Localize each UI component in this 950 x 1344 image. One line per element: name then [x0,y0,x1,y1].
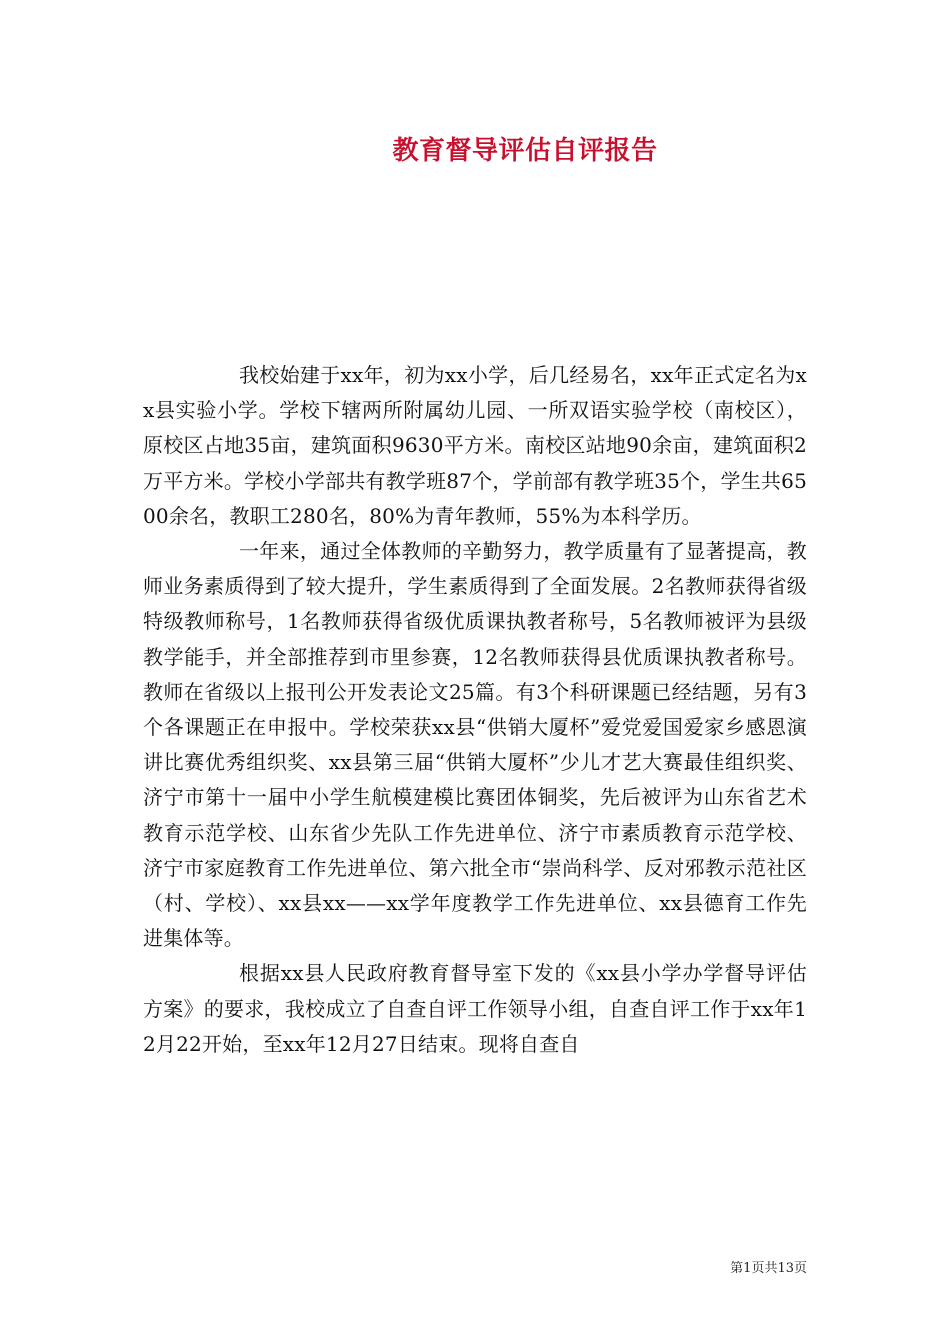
paragraph-school-intro: 我校始建于xx年，初为xx小学，后几经易名，xx年正式定名为xx县实验小学。学校下辖两所附属幼儿园、一所双语实验学校（南校区），原校区占地35亩，建筑面积9630平方米。南校区站地90余亩，建筑面积2万平方米。学校小学部共有教学班87个，学前部有教学班35个，学生共6500余名，教职工280名，80%为青年教师，55%为本科学历。 [143,363,807,528]
paragraph-achievements: 一年来，通过全体教师的辛勤努力，教学质量有了显著提高，教师业务素质得到了较大提升，学生素质得到了全面发展。2名教师获得省级特级教师称号，1名教师获得省级优质课执教者称号，5名教师被评为县级教学能手，并全部推荐到市里参赛，12名教师获得县优质课执教者称号。教师在省级以上报刊公开发表论文25篇。有3个科研课题已经结题，另有3个各课题正在申报中。学校荣获xx县“供销大厦杯”爱党爱国爱家乡感恩演讲比赛优秀组织奖、xx县第三届“供销大厦杯”少儿才艺大赛最佳组织奖、济宁市第十一届中小学生航模建模比赛团体铜奖，先后被评为山东省艺术教育示范学校、山东省少先队工作先进单位、济宁市素质教育示范学校、济宁市家庭教育工作先进单位、第六批全市“崇尚科学、反对邪教示范社区（村、学校）、xx县xx——xx学年度教学工作先进单位、xx县德育工作先进集体等。 [143,539,807,951]
page-number-footer: 第1页共13页 [730,1261,807,1276]
document-body [143,358,807,1062]
paragraph-self-evaluation: 根据xx县人民政府教育督导室下发的《xx县小学办学督导评估方案》的要求，我校成立了自查自评工作领导小组，自查自评工作于xx年12月22开始，至xx年12月27日结束。现将自查自 [143,961,807,1056]
page-title: 教育督导评估自评报告 [392,136,658,166]
